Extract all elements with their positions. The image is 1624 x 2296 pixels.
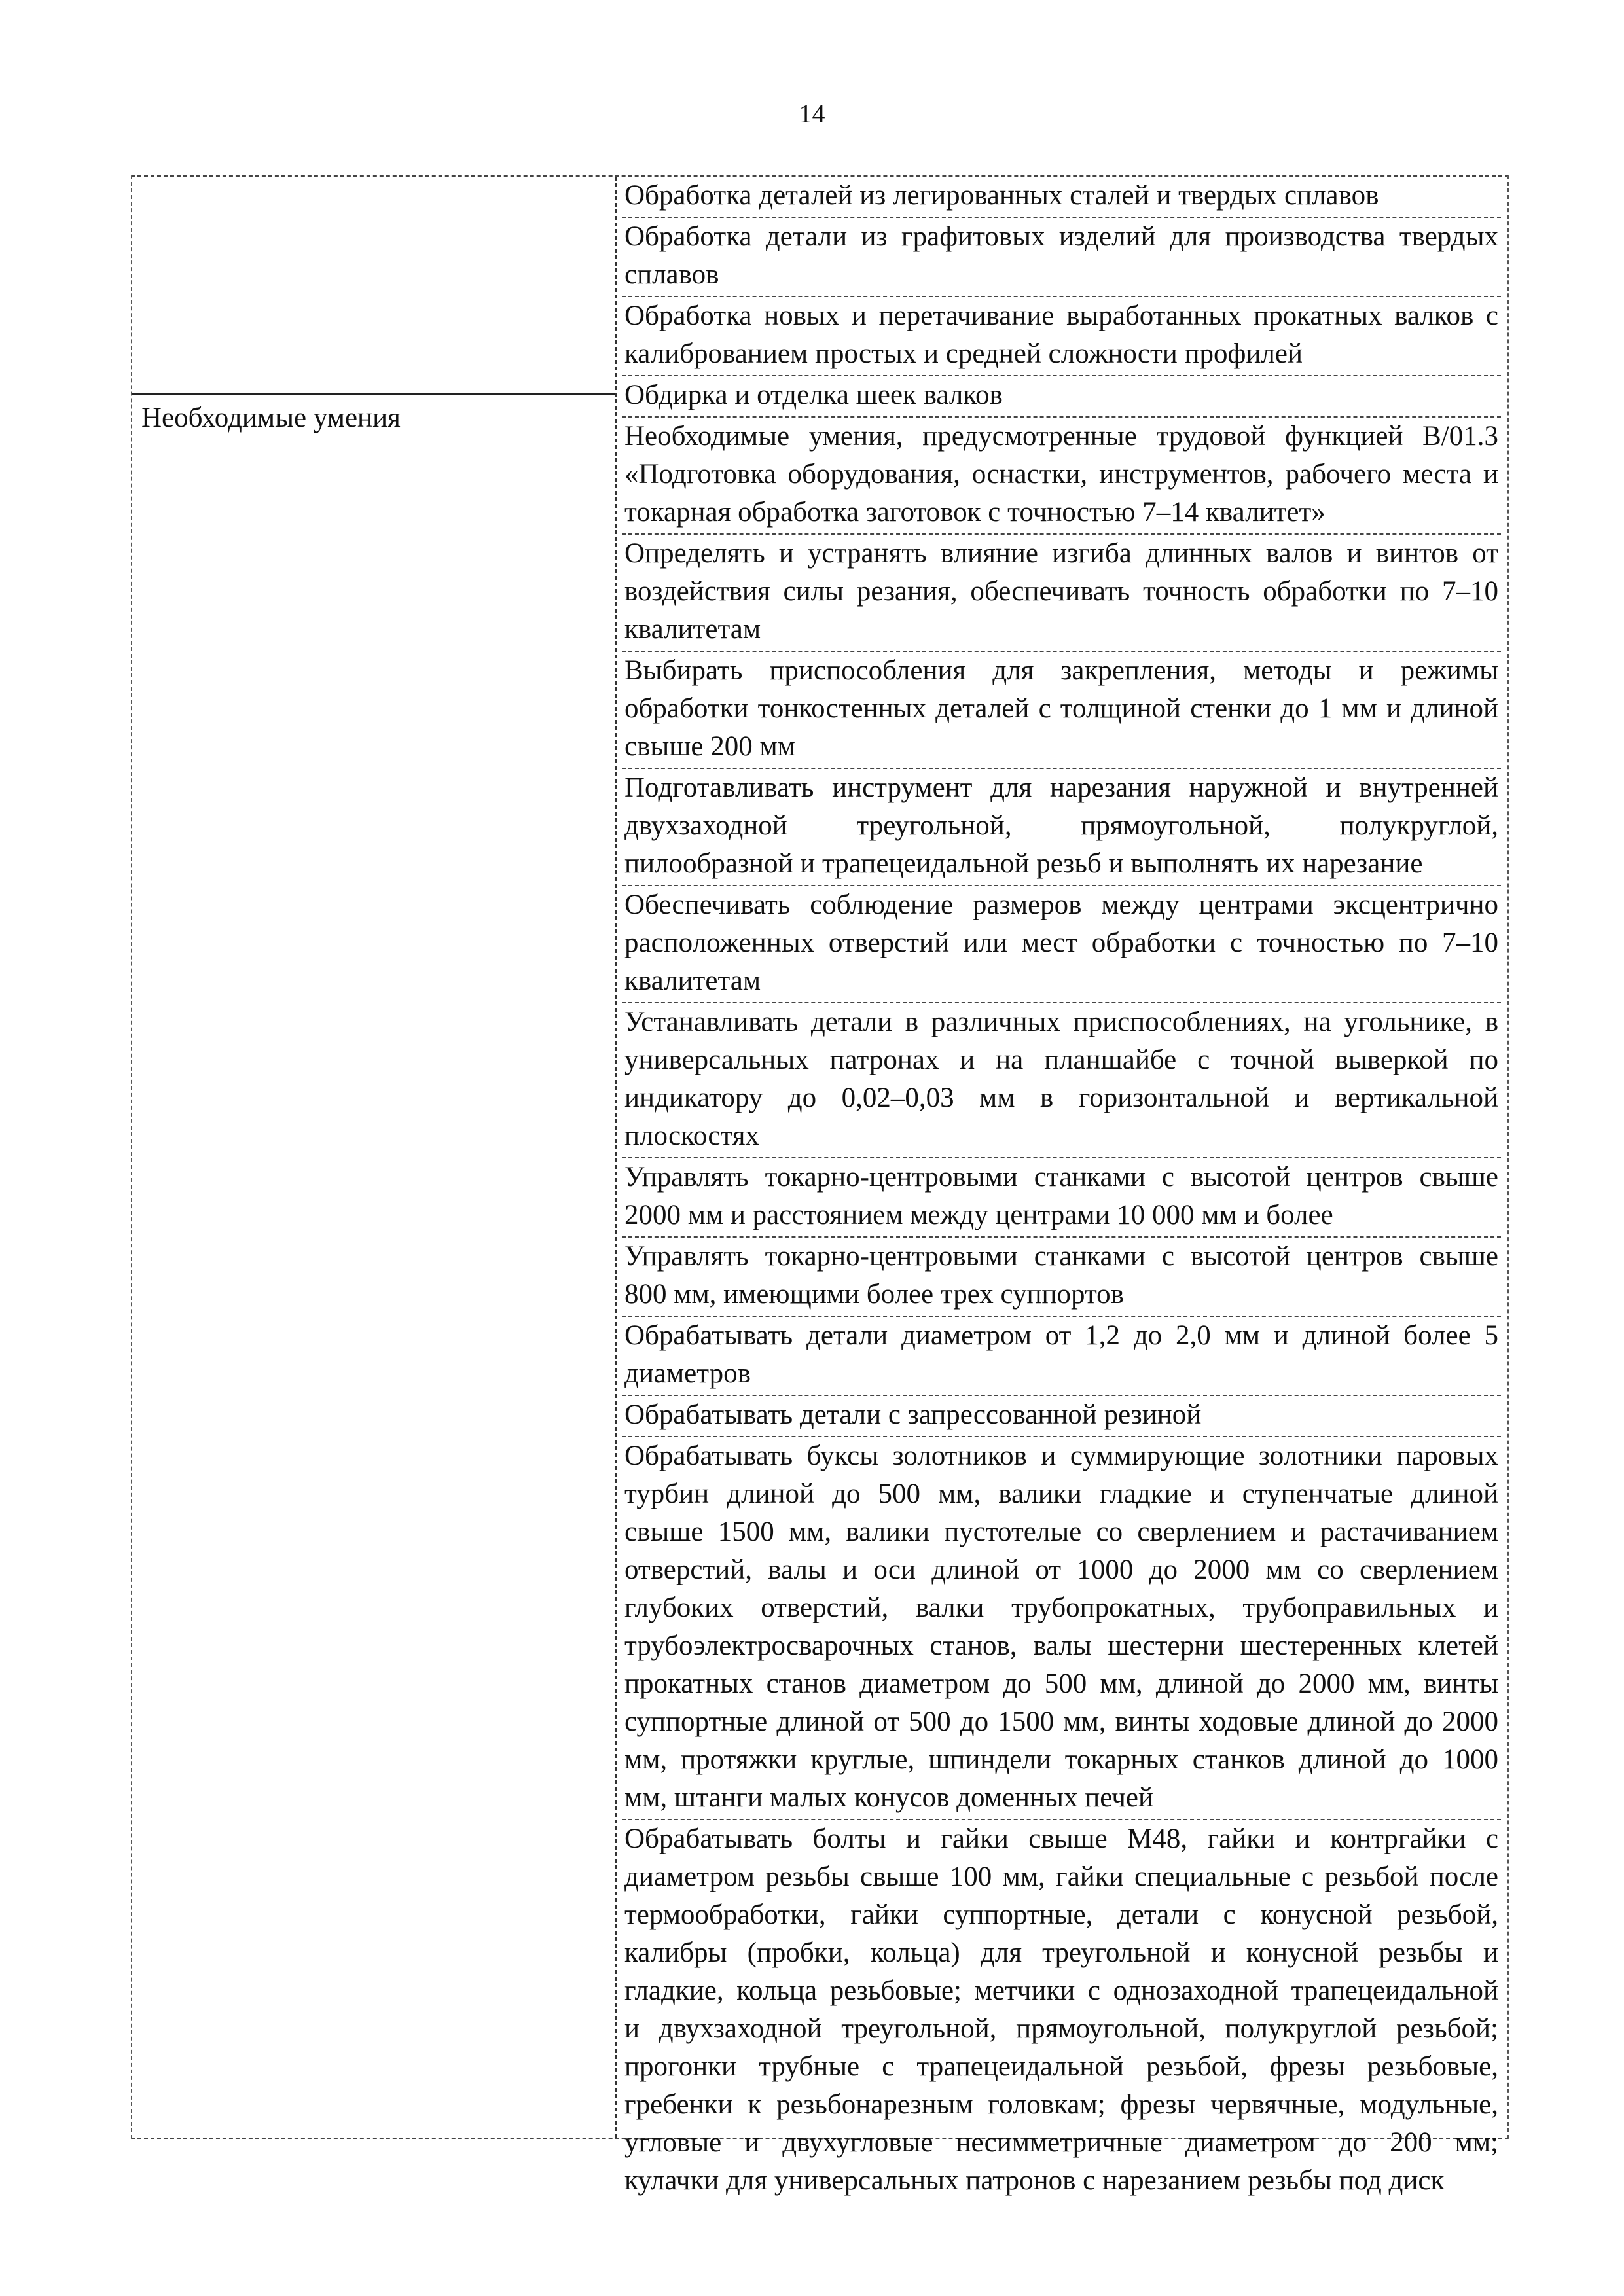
skill-line: свыше 1500 мм, валики пустотелые со сверлением и растачиванием <box>624 1516 1498 1547</box>
skill-cell <box>622 535 1501 652</box>
skill-line: калиброванием простых и средней сложности профилей <box>624 338 1303 369</box>
skill-line: гладкие, кольца резьбовые; метчики с однозаходной трапецеидальной <box>624 1975 1498 2006</box>
skill-line: глубоких отверстий, валки трубопрокатных, трубоправильных и <box>624 1592 1498 1623</box>
skill-line: кулачки для универсальных патронов с нарезанием резьбы под диск <box>624 2165 1445 2196</box>
skill-line: Обрабатывать детали с запрессованной резиной <box>624 1399 1202 1430</box>
skill-cell <box>622 1437 1501 1820</box>
skill-line: Управлять токарно-центровыми станками с высотой центров свыше <box>624 1241 1498 1272</box>
skill-line: Обрабатывать буксы золотников и суммирующие золотники паровых <box>624 1441 1498 1471</box>
skill-cell <box>622 886 1501 1003</box>
skill-line: Определять и устранять влияние изгиба длинных валов и винтов от <box>624 538 1498 569</box>
skill-line: обработки тонкостенных деталей с толщиной стенки до 1 мм и длиной <box>624 693 1498 724</box>
row-separator <box>132 393 615 395</box>
skill-line: гребенки к резьбонарезным головкам; фрезы червячные, модульные, <box>624 2089 1498 2120</box>
skill-line: токарная обработка заготовок с точностью 7–14 квалитет» <box>624 497 1326 528</box>
skills-list <box>622 177 1501 2202</box>
skill-line: Обработка деталей из легированных сталей и твердых сплавов <box>624 180 1379 211</box>
skill-cell <box>622 769 1501 886</box>
skill-cell <box>622 218 1501 297</box>
skill-line: сплавов <box>624 259 719 290</box>
skill-line: прогонки трубные с трапецеидальной резьбой, фрезы резьбовые, <box>624 2051 1498 2082</box>
skill-line: прокатных станов диаметром до 500 мм, длиной до 2000 мм, винты <box>624 1668 1498 1699</box>
skill-line: Выбирать приспособления для закрепления, методы и режимы <box>624 655 1498 686</box>
skill-line: квалитетам <box>624 965 761 996</box>
skill-line: 800 мм, имеющими более трех суппортов <box>624 1279 1124 1310</box>
skill-line: плоскостях <box>624 1121 759 1151</box>
skill-cell <box>622 297 1501 376</box>
skill-line: Устанавливать детали в различных приспособлениях, на угольнике, в <box>624 1007 1498 1037</box>
skill-line: Обрабатывать детали диаметром от 1,2 до 2,0 мм и длиной более 5 <box>624 1320 1498 1351</box>
skill-line: диаметров <box>624 1358 751 1389</box>
skill-line: пилообразной и трапецеидальной резьб и выполнять их нарезание <box>624 848 1423 879</box>
skill-line: Необходимые умения, предусмотренные трудовой функцией В/01.3 <box>624 421 1498 452</box>
skill-cell <box>622 1003 1501 1158</box>
skill-line: квалитетам <box>624 614 761 645</box>
skill-cell <box>622 652 1501 769</box>
skill-line: Обработка детали из графитовых изделий для производства твердых <box>624 221 1498 252</box>
skill-line: угловые и двухугловые несимметричные диаметром до 200 мм; <box>624 2127 1498 2158</box>
skill-line: турбин длиной до 500 мм, валики гладкие и ступенчатые длиной <box>624 1479 1498 1509</box>
skill-cell <box>622 1317 1501 1396</box>
skill-line: Управлять токарно-центровыми станками с высотой центров свыше <box>624 1162 1498 1193</box>
skills-table <box>131 175 1509 2196</box>
skill-cell <box>622 1820 1501 2202</box>
skill-cell <box>622 1396 1501 1437</box>
skill-line: двухзаходной треугольной, прямоугольной, полукруглой, <box>624 810 1498 841</box>
skill-line: Обрабатывать болты и гайки свыше М48, гайки и контргайки с <box>624 1823 1498 1854</box>
skill-cell <box>622 418 1501 535</box>
skill-line: калибры (пробки, кольца) для треугольной и конусной резьбы и <box>624 1937 1498 1968</box>
page-number: 14 <box>799 99 825 128</box>
skill-cell <box>622 1238 1501 1317</box>
column-divider <box>615 177 617 2138</box>
skill-line: термообработки, гайки суппортные, детали с конусной резьбой, <box>624 1899 1498 1930</box>
skill-line: воздействия силы резания, обеспечивать точность обработки по 7–10 <box>624 576 1498 607</box>
skill-line: универсальных патронах и на планшайбе с точной выверкой по <box>624 1045 1498 1075</box>
skill-cell <box>622 1158 1501 1238</box>
skill-line: индикатору до 0,02–0,03 мм в горизонтальной и вертикальной <box>624 1083 1498 1113</box>
skill-cell <box>622 376 1501 418</box>
skill-line: 2000 мм и расстоянием между центрами 10 000 мм и более <box>624 1200 1333 1230</box>
skill-line: Подготавливать инструмент для нарезания наружной и внутренней <box>624 772 1498 803</box>
skill-line: «Подготовка оборудования, оснастки, инструментов, рабочего места и <box>624 459 1498 490</box>
skill-line: диаметром резьбы свыше 100 мм, гайки специальные с резьбой после <box>624 1861 1498 1892</box>
skill-line: мм, протяжки круглые, шпиндели токарных станков длиной до 1000 <box>624 1744 1498 1775</box>
skill-line: Обдирка и отделка шеек валков <box>624 380 1003 410</box>
row-label-skills: Необходимые умения <box>141 403 401 433</box>
skill-line: трубоэлектросварочных станов, валы шестерни шестеренных клетей <box>624 1630 1498 1661</box>
skill-line: мм, штанги малых конусов доменных печей <box>624 1782 1153 1813</box>
skill-line: Обеспечивать соблюдение размеров между центрами эксцентрично <box>624 889 1498 920</box>
skill-line: и двухзаходной треугольной, прямоугольной, полукруглой резьбой; <box>624 2013 1498 2044</box>
skill-line: отверстий, валы и оси длиной от 1000 до 2000 мм со сверлением <box>624 1554 1498 1585</box>
skill-line: Обработка новых и перетачивание выработанных прокатных валков с <box>624 300 1498 331</box>
skill-cell <box>622 177 1501 218</box>
skill-line: свыше 200 мм <box>624 731 795 762</box>
skill-line: расположенных отверстий или мест обработки с точностью по 7–10 <box>624 927 1498 958</box>
skill-line: суппортные длиной от 500 до 1500 мм, винты ходовые длиной до 2000 <box>624 1706 1498 1737</box>
